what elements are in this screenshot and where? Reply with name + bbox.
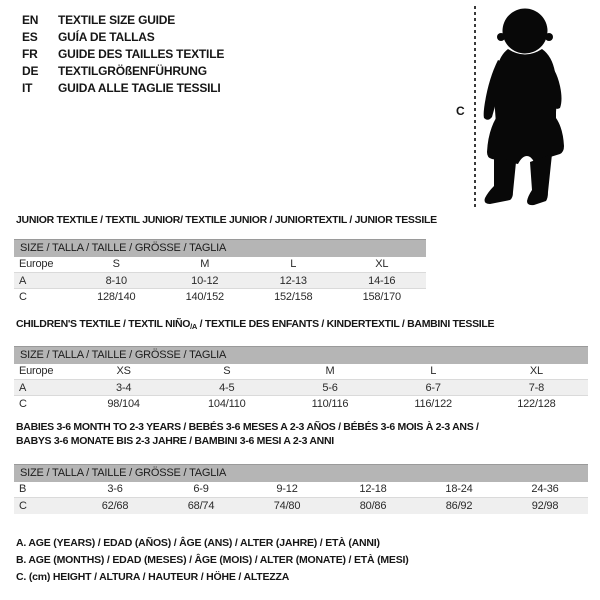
baby-right-leg	[527, 154, 552, 205]
height-measure-label: C	[456, 104, 465, 118]
size-header-cell: SIZE / TALLA / TAILLE / GRÖSSE / TAGLIA	[14, 240, 426, 257]
legend-note-b: B. AGE (MONTHS) / EDAD (MESES) / ÂGE (MOIS) / ALTER (MONATE) / ETÀ (MESI)	[16, 554, 409, 566]
babies-title-line1: BABIES 3-6 MONTH TO 2-3 YEARS / BEBÉS 3-6 MESES A 2-3 AÑOS / BÉBÉS 3-6 MOIS À 2-3 ANS /	[16, 421, 479, 433]
legend-note-a: A. AGE (YEARS) / EDAD (AÑOS) / ÂGE (ANS) / ALTER (JAHRE) / ETÀ (ANNI)	[16, 537, 380, 549]
size-cell: 12-18	[359, 483, 387, 496]
junior-size-table	[14, 239, 426, 305]
language-row	[22, 46, 224, 63]
size-cell: 86/92	[416, 498, 502, 514]
table-row	[14, 257, 426, 273]
size-header-cell: SIZE / TALLA / TAILLE / GRÖSSE / TAGLIA	[14, 347, 588, 364]
language-code: DE	[22, 64, 39, 78]
language-title-list	[22, 12, 224, 97]
size-cell: 7-8	[485, 380, 588, 396]
size-cell: 152/158	[249, 289, 338, 305]
row-label-cell: A	[14, 273, 72, 289]
size-cell: 68/74	[158, 498, 244, 514]
legend	[16, 535, 409, 586]
legend-note-c: C. (cm) HEIGHT / ALTURA / HAUTEUR / HÖHE / ALTEZZA	[16, 571, 290, 583]
size-cell: XS	[116, 365, 131, 378]
baby-torso	[494, 49, 556, 124]
language-code: IT	[22, 81, 33, 95]
language-row	[22, 12, 224, 29]
size-cell: 116/122	[382, 396, 485, 412]
table-row	[14, 273, 426, 289]
size-cell: 12-13	[249, 273, 338, 289]
language-code: ES	[22, 30, 38, 44]
size-cell: 24-36	[531, 483, 559, 496]
height-measure-dashed-line	[474, 6, 476, 208]
size-cell: 9-12	[276, 483, 298, 496]
children-title-sub: /A	[190, 322, 198, 331]
junior-table-title: JUNIOR TEXTILE / TEXTIL JUNIOR/ TEXTILE JUNIOR / JUNIORTEXTIL / JUNIOR TESSILE	[16, 214, 437, 226]
row-label-cell: B	[19, 483, 27, 496]
size-cell: 6-7	[382, 380, 485, 396]
size-cell: 104/110	[175, 396, 278, 412]
row-label-cell: Europe	[19, 365, 54, 378]
size-cell: M	[200, 258, 210, 271]
row-label-cell: Europe	[19, 258, 54, 271]
table-row	[14, 364, 588, 380]
size-cell: 110/116	[278, 396, 381, 412]
table-row	[14, 289, 426, 305]
row-label-cell: C	[14, 289, 72, 305]
size-cell: 158/170	[338, 289, 427, 305]
size-cell: 62/68	[72, 498, 158, 514]
row-label-cell: C	[14, 396, 72, 412]
size-cell: 4-5	[175, 380, 278, 396]
row-label-cell: C	[14, 498, 72, 514]
size-cell: S	[223, 365, 231, 378]
size-cell: XL	[529, 365, 543, 378]
baby-shorts	[487, 118, 564, 164]
baby-silhouette-image	[482, 4, 590, 212]
size-cell: 98/104	[72, 396, 175, 412]
children-table-title	[16, 318, 494, 334]
size-cell: S	[112, 258, 120, 271]
language-code: FR	[22, 47, 38, 61]
language-row	[22, 29, 224, 46]
babies-table-title	[16, 421, 479, 448]
size-cell: 8-10	[72, 273, 161, 289]
language-row	[22, 80, 224, 97]
table-row	[14, 498, 588, 514]
size-cell: L	[290, 258, 297, 271]
size-cell: 14-16	[338, 273, 427, 289]
language-title: TEXTILE SIZE GUIDE	[58, 13, 176, 27]
size-cell: 140/152	[161, 289, 250, 305]
size-cell: 10-12	[161, 273, 250, 289]
size-cell: 80/86	[330, 498, 416, 514]
size-cell: 5-6	[278, 380, 381, 396]
babies-title-line2: BABYS 3-6 MONATE BIS 2-3 JAHRE / BAMBINI 3-6 MESI A 2-3 ANNI	[16, 434, 334, 447]
size-cell: M	[325, 365, 335, 378]
size-cell: 74/80	[244, 498, 330, 514]
size-header-cell: SIZE / TALLA / TAILLE / GRÖSSE / TAGLIA	[14, 465, 588, 482]
language-title: GUIDE DES TAILLES TEXTILE	[58, 47, 225, 61]
size-cell: 122/128	[485, 396, 588, 412]
table-row	[14, 380, 588, 396]
children-title-post: / TEXTILE DES ENFANTS / KINDERTEXTIL / BAMBINI TESSILE	[197, 318, 495, 330]
size-cell: 92/98	[502, 498, 588, 514]
language-title: GUIDA ALLE TAGLIE TESSILI	[58, 81, 221, 95]
language-row	[22, 63, 224, 80]
language-title: GUÍA DE TALLAS	[58, 30, 155, 44]
babies-size-table	[14, 464, 588, 514]
children-title-pre: CHILDREN'S TEXTILE / TEXTIL NIÑO	[16, 318, 191, 330]
size-cell: XL	[375, 258, 389, 271]
size-cell: 18-24	[445, 483, 473, 496]
size-cell: 3-4	[72, 380, 175, 396]
table-row	[14, 396, 588, 412]
language-code: EN	[22, 13, 39, 27]
baby-left-leg	[485, 156, 516, 204]
size-cell: 6-9	[193, 483, 209, 496]
language-title: TEXTILGRÖßENFÜHRUNG	[58, 64, 207, 78]
size-cell: 128/140	[72, 289, 161, 305]
size-cell: 3-6	[107, 483, 123, 496]
baby-head	[503, 9, 548, 54]
table-row	[14, 482, 588, 498]
size-cell: L	[430, 365, 437, 378]
row-label-cell: A	[14, 380, 72, 396]
children-size-table	[14, 346, 588, 412]
